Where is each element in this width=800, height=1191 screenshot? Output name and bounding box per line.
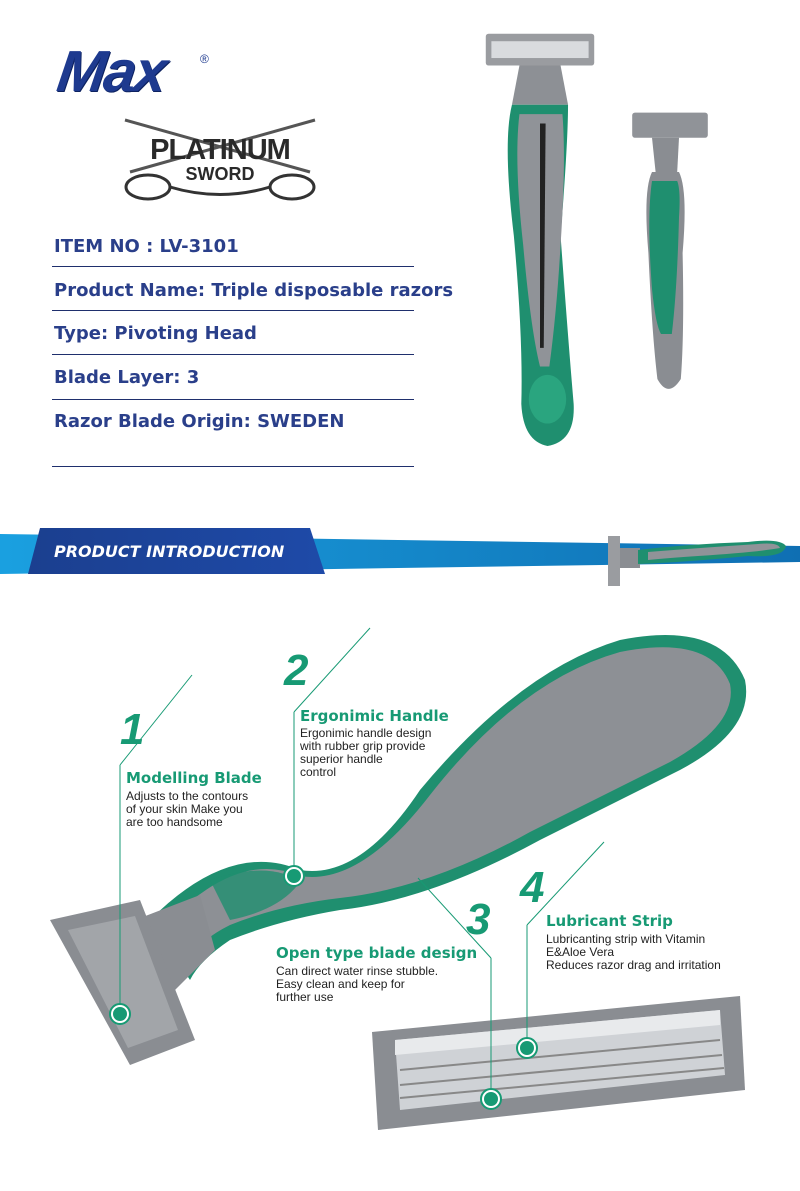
feature-4-number: 4 — [520, 863, 545, 912]
feature-4-desc: Lubricanting strip with Vitamin E&Aloe Vera Reduces razor drag and irritation — [546, 932, 721, 972]
feature-3-desc: Can direct water rinse stubble. Easy clean and keep for further use — [276, 964, 439, 1004]
feature-2-title: Ergonimic Handle — [300, 707, 449, 725]
feature-3-title: Open type blade design — [276, 944, 478, 962]
spec-blade-origin: Razor Blade Origin: SWEDEN — [54, 411, 345, 432]
feature-1-number: 1 — [120, 705, 145, 754]
sword-logo-text: SWORD — [185, 164, 255, 184]
registered-mark: ® — [200, 52, 209, 66]
feature-2-number: 2 — [284, 646, 309, 695]
spec-product-name: Product Name: Triple disposable razors — [54, 280, 454, 301]
spec-type: Type: Pivoting Head — [54, 323, 257, 344]
brand-logo: Max — [53, 39, 170, 104]
spec-blade-layer: Blade Layer: 3 — [54, 367, 200, 388]
feature-2-desc: Ergonimic handle design with rubber grip provide superior handle control — [300, 726, 432, 779]
feature-1-title: Modelling Blade — [126, 769, 262, 787]
feature-3-number: 3 — [466, 895, 491, 944]
banner-title: PRODUCT INTRODUCTION — [54, 542, 285, 561]
feature-1-desc: Adjusts to the contours of your skin Make you are too handsome — [126, 789, 249, 829]
feature-4-title: Lubricant Strip — [546, 912, 673, 930]
spec-item-no: ITEM NO : LV-3101 — [54, 236, 239, 257]
platinum-logo-text: PLATINUM — [150, 134, 290, 166]
